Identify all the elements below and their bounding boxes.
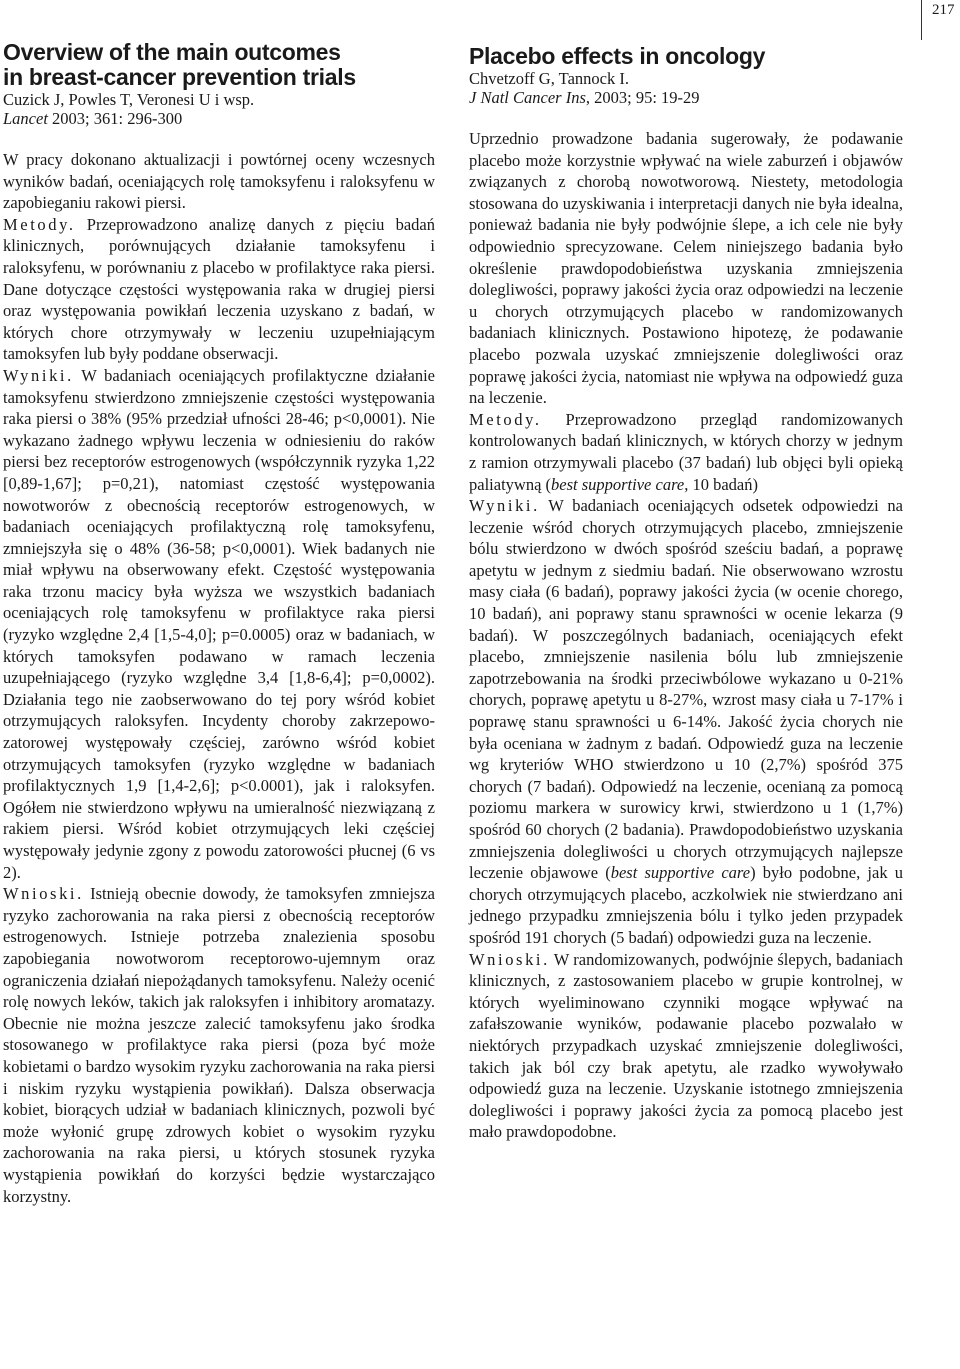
left-results <box>3 365 435 883</box>
right-conclusions-label: Wnioski. <box>469 949 550 969</box>
left-methods-label: Metody. <box>3 214 76 234</box>
right-conclusions-text: W randomizowanych, podwójnie ślepych, badaniach klinicznych, z zastosowaniem placebo w grupie kontrolnej, w których wyeliminowano czynniki mogące wpływać na zafałszowanie wyników, podawanie placebo pozwalało w niektórych przypadkach uzyskać zmniejszenie dolegliwości, takich jak ból czy brak apetytu, ale rzadko wywoływało odpowiedź guza na leczenie. Uzyskanie istotnego zmniejszenia dolegliwości i poprawy jakości życia za pomocą placebo jest mało prawdopodobne. <box>469 949 903 1142</box>
left-title-line-2: in breast-cancer prevention trials <box>3 64 356 90</box>
page-number: 217 <box>932 2 955 18</box>
left-intro: W pracy dokonano aktualizacji i powtórnej oceny wczesnych wyników badań, oceniających rolę tamoksyfenu i raloksyfenu w zapobieganiu rakowi piersi. <box>3 150 435 213</box>
right-results-label: Wyniki. <box>469 496 540 516</box>
right-methods-italic: best supportive care <box>551 474 685 494</box>
left-authors: Cuzick J, Powles T, Veronesi U i wsp. <box>3 90 255 109</box>
right-results <box>469 495 903 948</box>
left-conclusions-text: Istnieją obecnie dowody, że tamoksyfen zmniejsza ryzyko zachorowania na raka piersi z obecnością receptorów estrogenowych. Istnieje potrzeba znalezienia sposobu zapobiegania nowotworom receptorowo-ujemnym oraz ograniczenia działań niepożądanych tamoksyfenu. Należy ocenić rolę nowych leków, takich jak raloksyfen i inhibitory aromatazy. Obecnie nie można jeszcze zalecić tamoksyfenu jako środka stosowanego w profilaktyce raka piersi (poza być może kobietami o bardzo wysokim ryzyku zachorowania na raka piersi i niskim ryzyku wystąpienia powikłań). Dalsza obserwacja kobiet, biorących udział w badaniach klinicznych, pozwoli być może wyłonić grupę zdrowych kobiet o wysokim ryzyku zachorowania na raka piersi, u których stosunek ryzyka wystąpienia powikłań do korzyści będzie wystarczająco korzystny. <box>3 884 435 1206</box>
right-methods <box>469 409 903 495</box>
left-conclusions <box>3 883 435 1207</box>
right-methods-text-a: Przeprowadzono przegląd randomizowanych kontrolowanych badań klinicznych, w których chorzy w jednym z ramion otrzymywali placebo (37 badań) lub objęci byli opieką paliatywną ( <box>469 409 903 494</box>
right-methods-label: Metody. <box>469 409 542 429</box>
left-citation <box>3 109 435 128</box>
right-conclusions <box>469 949 903 1143</box>
left-journal: Lancet <box>3 109 48 128</box>
right-methods-text-b: , 10 badań) <box>684 474 758 494</box>
left-title-line-1: Overview of the main outcomes <box>3 39 341 65</box>
right-article-title: Placebo effects in oncology <box>469 43 766 69</box>
left-citation-details: 2003; 361: 296-300 <box>47 109 183 128</box>
right-article <box>469 44 903 1143</box>
left-results-label: Wyniki. <box>3 365 74 385</box>
left-results-text: W badaniach oceniających profilaktyczne działanie tamoksyfenu stwierdzono zmniejszenie częstości występowania raka piersi o 38% (95% przedział ufności 28-46; p<0,0001). Nie wykazano żadnego wpływu leczenia w odniesieniu do raków piersi bez receptorów estrogenowych (współczynnik ryzyka 1,22 [0,89-1,67]; p=0,21), natomiast częstość występowania nowotworów z obecnością receptorów estrogenowych, w badaniach oceniających profilaktyczną rolę tamoksyfenu, zmniejszyła się o 48% (36-58; p<0,0001). Wiek badanych nie miał wpływu na obserwowany efekt. Częstość występowania raka trzonu macicy była wyższa we wszystkich badaniach oceniających rolę tamoksyfenu w profilaktyce raka piersi (ryzyko względne 2,4 [1,5-4,0]; p=0.0005) oraz w badaniach, w których tamoksyfen podawano w ramach leczenia uzupełniającego (ryzyko względne 3,4 [1,8-6,4]; p=0,0002). Działania tego nie zaobserwowano do tej pory wśród kobiet otrzymujących raloksyfen. Incydenty choroby zakrzepowo-zatorowej występowały częściej, zarówno wśród kobiet otrzymujących tamoksyfen (ryzyko względne w badaniach profilaktycznych 1,9 [1,4-2,6]; p<0.0001), jak i raloksyfen. Ogółem nie stwierdzono wpływu na umieralność niezwiązaną z rakiem piersi. Wśród kobiet otrzymujących leki częściej występowały jedynie zgony z powodu zatorowości płucnej (6 vs 2). <box>3 365 435 882</box>
left-conclusions-label: Wnioski. <box>3 884 84 904</box>
page-number-rule <box>921 0 922 40</box>
right-results-text-a: W badaniach oceniających odsetek odpowiedzi na leczenie wśród chorych otrzymujących placebo, zmniejszenie bólu stwierdzono w dwóch spośród sześciu badań, a poprawę apetytu w jednym z siedmiu badań. Nie obserwowano wzrostu masy ciała (6 badań), poprawy jakości życia (w ocenie chorego, 10 badań), ani poprawy stanu sprawności w ocenie lekarza (9 badań). W poszczególnych badaniach, oceniających efekt placebo, zmniejszenie nasilenia bólu lub zmniejszenie zapotrzebowania na środki przeciwbólowe wykazano u 0-21% chorych, poprawę apetytu u 8-27%, wzrost masy ciała u 7-17% i poprawę stanu sprawności u 6-14%. Jakość życia chorych nie była oceniana w żadnym z badań. Odpowiedź guza na leczenie wg kryteriów WHO stwierdzono u 10 (2,7%) spośród 375 chorych (7 badań). Odpowiedź na leczenie, ocenianą za pomocą poziomu markera w surowicy krwi, stwierdzono u 1 (1,7%) spośród 60 chorych (2 badania). Prawdopodobieństwo uzyskania zmniejszenia dolegliwości u chorych otrzymujących najlepsze leczenie objawowe ( <box>469 496 903 883</box>
left-methods <box>3 214 435 365</box>
right-citation-details: , 2003; 95: 19-29 <box>585 88 700 107</box>
right-journal: J Natl Cancer Ins <box>469 88 586 107</box>
right-intro: Uprzednio prowadzone badania sugerowały, że podawanie placebo może korzystnie wpływać na wiele zaburzeń i objawów związanych z chorobą nowotworową. Niestety, metodologia stosowana do uzyskiwania i interpretacji danych nie była idealna, ponieważ badania nie były podwójnie ślepe, a ich cele nie były odpowiednio sprecyzowane. Celem niniejszego badania było określenie prawdopodobieństwa uzyskania zmniejszenia dolegliwości, poprawy jakości życia oraz odpowiedzi na leczenie u chorych otrzymujących placebo w randomizowanych badaniach klinicznych. Postawiono hipotezę, że podawanie placebo pozwala uzyskać zmniejszenie dolegliwości oraz poprawę jakości życia, natomiast nie wpływa na odpowiedź guza na leczenie. <box>469 129 903 408</box>
right-article-meta <box>469 69 903 107</box>
left-article-meta <box>3 90 435 128</box>
right-authors: Chvetzoff G, Tannock I. <box>469 69 629 88</box>
right-results-italic: best supportive care <box>610 863 751 883</box>
left-article <box>3 40 435 1207</box>
right-citation <box>469 88 903 107</box>
right-results-text-b: ) było podobne, jak u chorych otrzymujących placebo, aczkolwiek nie stwierdzano ani jednego przypadku zmniejszenia bólu i tylko jeden przypadek spośród 191 chorych (5 badań) odpowiedzi guza na leczenie. <box>469 863 904 947</box>
left-article-title <box>3 40 435 90</box>
left-methods-text: Przeprowadzono analizę danych z pięciu badań klinicznych, porównujących działanie tamoksyfenu i raloksyfenu, w porównaniu z placebo w profilaktyce raka piersi. Dane dotyczące częstości występowania raka w drugiej piersi oraz występowania powikłań leczenia uzyskano z badań, w których chore otrzymywały w leczeniu uzupełniającym tamoksyfen lub były poddane obserwacji. <box>3 214 435 364</box>
